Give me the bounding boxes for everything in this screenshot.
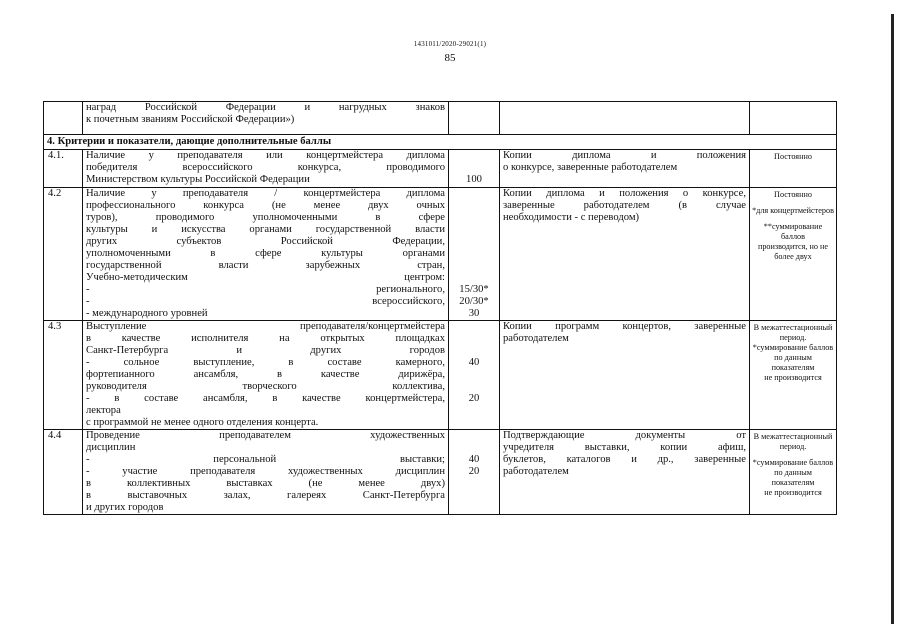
documents-line: работодателем [503,333,569,344]
period-line: *для концертмейстеров [752,206,834,215]
points-value [450,321,498,333]
criteria-line: уполномоченными в сфере культуры органами [86,248,445,259]
criteria-line: Учебно-методическим центром: [86,272,445,283]
table-row [44,430,837,515]
table-row [44,188,837,321]
cell-criteria [83,102,449,135]
period-line: более двух [774,252,812,261]
cell-documents [500,150,750,188]
cell-number: 4.2 [44,188,83,321]
points-value: 20 [468,466,480,477]
points-value [450,236,498,248]
period-line: Постоянно [774,190,812,199]
cell-documents [500,102,750,135]
criteria-line: государственной власти зарубежных стран, [86,260,445,271]
period-line: не производится [764,488,822,497]
cell-number: 4.4 [44,430,83,515]
points-value [450,417,498,429]
criteria-line: Санкт-Петербурга и других городов [86,345,445,356]
cell-criteria [83,430,449,515]
cell-documents [500,430,750,515]
documents-line: необходимости - с переводом) [503,212,640,223]
points-value [450,502,498,514]
period-line: *суммирование баллов [752,343,834,352]
points-value [450,224,498,236]
criteria-line: - участие преподавателя художественных дисциплин [86,466,445,477]
points-value [450,248,498,260]
documents-line: работодателем [503,466,569,477]
points-value: 20 [468,393,480,404]
document-id: 1431011/2020-29021(1) [413,40,487,48]
criteria-line: - в составе ансамбля, в качестве концертмейстера, [86,393,445,404]
table-row [44,321,837,430]
points-value [450,260,498,272]
criteria-line: с программой не менее одного отделения концерта. [86,417,319,428]
cell-number: 4.1. [44,150,83,188]
criteria-line: и других городов [86,502,164,513]
criteria-line: дисциплин [86,442,136,453]
cell-documents [500,321,750,430]
criteria-line: - персональной выставки; [86,454,445,465]
criteria-line: в коллективных выставках (не менее двух) [86,478,445,489]
cell-period [750,430,837,515]
criteria-line: наград Российской Федерации и нагрудных знаков [86,102,445,113]
page-number: 85 [444,52,456,64]
scan-edge-line [891,14,894,624]
criteria-line: Выступление преподавателя/концертмейстера [86,321,445,332]
cell-documents [500,188,750,321]
points-value [450,381,498,393]
criteria-line: - всероссийского, [86,296,445,307]
criteria-line: к почетным званиям Российской Федерации») [86,114,295,125]
period-line: период. [779,442,807,451]
points-value [450,430,498,442]
documents-line: о конкурсе, заверенные работодателем [503,162,678,173]
criteria-table [43,101,837,515]
points-value: 40 [468,454,480,465]
documents-line: Копии диплома и положения о конкурсе, [503,188,746,199]
criteria-line: туров), проводимого уполномоченными в сфере [86,212,445,223]
cell-points [449,321,500,430]
criteria-line: - регионального, [86,284,445,295]
criteria-line: профессионального конкурса (не менее двух очных [86,200,445,211]
cell-period [750,321,837,430]
table-row [44,150,837,188]
period-line: период. [779,333,807,342]
cell-criteria [83,150,449,188]
points-value [450,188,498,200]
points-value: 20/30* [459,296,489,307]
period-line: *суммирование баллов [752,458,834,467]
cell-criteria [83,188,449,321]
points-value: 30 [468,308,480,319]
points-value [450,200,498,212]
points-value [450,212,498,224]
period-line: производится, но не [757,242,829,251]
documents-line: Копии программ концертов, заверенные [503,321,746,332]
points-value [450,405,498,417]
points-value [450,345,498,357]
criteria-line: лектора [86,405,121,416]
points-value [450,150,498,162]
documents-line: буклетов, каталогов и др., заверенные [503,454,746,465]
table-row-continuation [44,102,837,135]
cell-period [750,150,837,188]
period-line: В межаттестационный [753,432,833,441]
points-value [450,478,498,490]
criteria-line: Проведение преподавателем художественных [86,430,445,441]
documents-line: заверенные работодателем (в случае [503,200,746,211]
section-title: 4. Критерии и показатели, дающие дополнительные баллы [44,135,837,150]
cell-points [449,150,500,188]
period-line: Постоянно [774,152,812,161]
documents-line: Копии диплома и положения [503,150,746,161]
cell-points [449,430,500,515]
points-value [450,490,498,502]
criteria-line: Наличие у преподавателя / концертмейстера диплома [86,188,445,199]
criteria-line: - сольное выступление, в составе камерного, [86,357,445,368]
period-line: не производится [764,373,822,382]
criteria-line: победителя всероссийского конкурса, проводимого [86,162,445,173]
cell-criteria [83,321,449,430]
cell-number [44,102,83,135]
points-value [450,442,498,454]
criteria-line: - международного уровней [86,308,208,319]
points-value: 40 [468,357,480,368]
criteria-line: фортепианного ансамбля, в качестве дирижёра, [86,369,445,380]
criteria-line: других субъектов Российской Федерации, [86,236,445,247]
points-value [450,272,498,284]
cell-points [449,188,500,321]
documents-line: Подтверждающие документы от [503,430,746,441]
points-value [450,369,498,381]
period-line: по данным показателям [771,468,815,487]
cell-number: 4.3 [44,321,83,430]
cell-period [750,102,837,135]
points-value: 100 [466,174,482,185]
criteria-line: руководителя творческого коллектива, [86,381,445,392]
documents-line: учредителя выставки, копии афиш, [503,442,746,453]
period-line: **суммирование баллов [763,222,823,241]
criteria-line: Наличие у преподавателя или концертмейстера диплома [86,150,445,161]
points-value [450,162,498,174]
criteria-line: культуры и искусства органами государственной власти [86,224,445,235]
table-section-row [44,135,837,150]
points-value [450,333,498,345]
points-value: 15/30* [459,284,489,295]
criteria-line: в качестве исполнителя на открытых площадках [86,333,445,344]
cell-points [449,102,500,135]
period-line: В межаттестационный [753,323,833,332]
period-line: по данным показателям [771,353,815,372]
criteria-line: в выставочных залах, галереях Санкт-Петербурга [86,490,445,501]
cell-period [750,188,837,321]
criteria-line: Министерством культуры Российской Федерации [86,174,310,185]
